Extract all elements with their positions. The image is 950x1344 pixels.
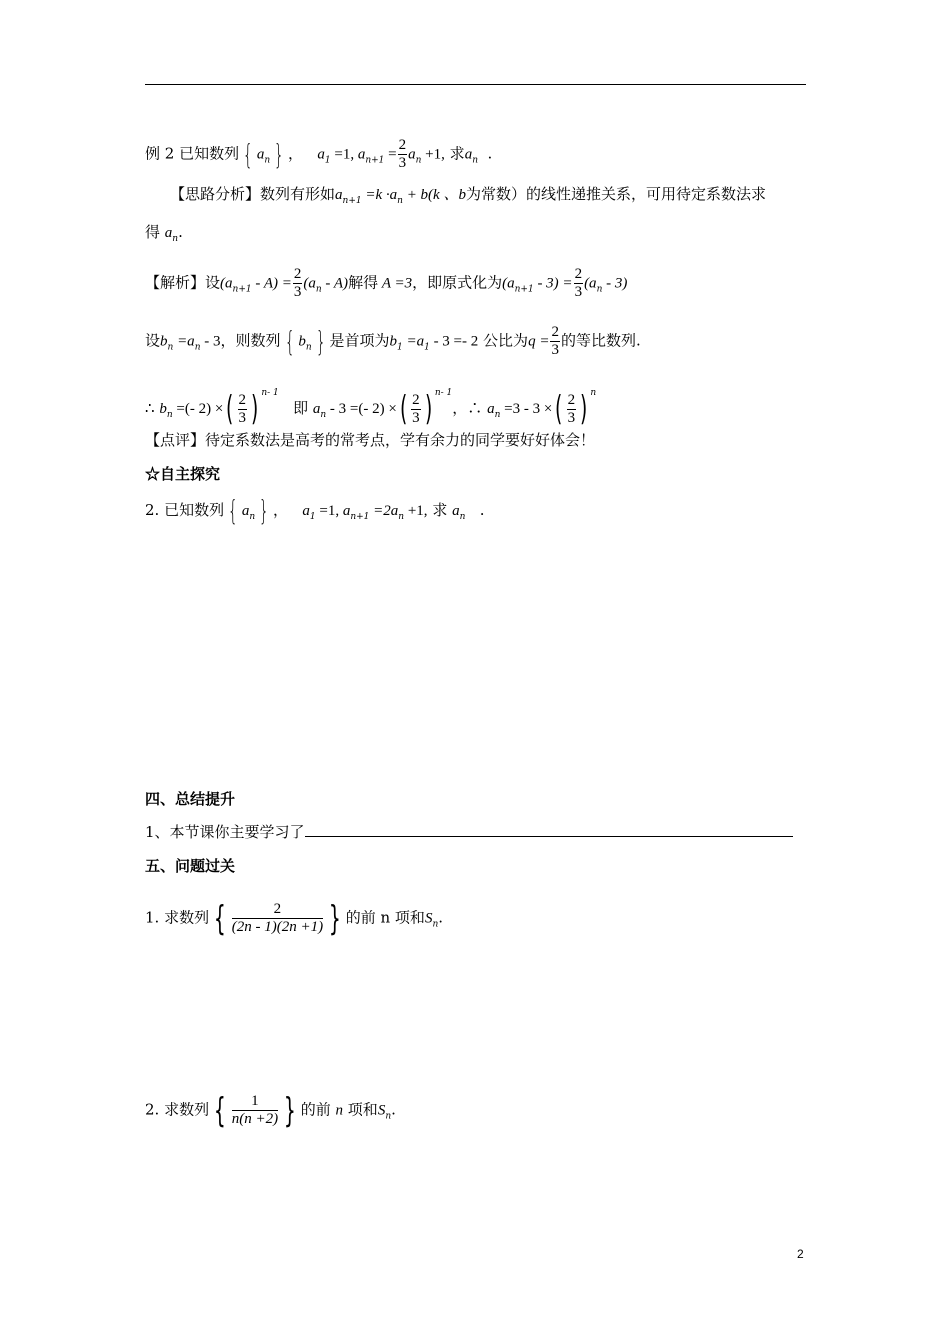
solution-text: 设 [205,273,221,292]
right-brace: } [283,1090,296,1131]
example-2-prefix: 例 2 已知数列 [145,144,240,163]
expr: - A) = [251,275,292,292]
expr: =a [402,333,425,350]
expr: =a [173,333,195,350]
an-var: a [487,401,495,417]
period: . [178,223,183,241]
an1-sub: n+1 [365,155,385,166]
seq-sub: n [264,155,271,166]
ask-var: a [464,146,473,163]
a1-sub: 1 [424,342,430,353]
frac-num: 2 [293,266,302,282]
expr-sub: n+1 [232,284,252,295]
ask-text: 求 [449,144,465,163]
item-text: 1、本节课你主要学习了 [145,823,305,841]
page-number: 2 [797,1247,804,1261]
q-var: q = [528,333,550,350]
an1-var: a [342,503,351,519]
frac-den: n(n +2) [231,1111,279,1127]
comment-heading: 【点评】 [145,431,206,449]
frac-num: 2 [412,391,420,408]
expr: (a [502,275,515,292]
fraction [567,392,577,427]
a1-var: a [302,503,310,519]
fraction [550,324,560,359]
sn-sub: n [432,919,439,930]
an-var: a [164,225,173,241]
sn-var: S [424,910,433,927]
comma: ， [273,501,289,519]
solution-text: 解得 [348,273,379,292]
eq-text: =1, [315,503,343,519]
expr: =3 - 3 × [500,401,553,417]
fraction [574,266,584,301]
question-text: 项和 [343,1100,378,1119]
frac-den: (2n - 1)(2n +1) [231,919,324,935]
bn-sub: n [166,410,173,420]
expr: (a [220,275,233,292]
expr: - 3 =(- 2) × [326,401,397,417]
right-brace: } [274,137,285,171]
left-paren: ( [399,389,408,429]
an-sub: n [172,234,179,244]
bn-var: b [160,333,168,350]
expr: (a [303,275,316,292]
analysis-text: 得 [145,223,165,241]
solution-text: 设 [145,331,161,350]
question-text: 的前 [300,1100,336,1119]
an-sub: n [320,410,327,420]
solution-text: ，则数列 [220,331,281,350]
analysis-text: 数列有形如 [260,185,336,203]
expr: (a [584,275,597,292]
analysis-line [170,184,766,211]
right-brace: } [315,324,326,358]
frac-num: 1 [232,1093,278,1111]
exponent: n- 1 [434,388,453,398]
an-var: a [312,401,321,417]
question-text: 的前 n 项和 [345,908,425,927]
expr: - A) [321,275,349,292]
an-sub: n [494,410,501,420]
comment-text: 待定系数法是高考的常考点，学有余力的同学要好好体会！ [205,431,596,449]
solution-line-2 [145,324,641,359]
analysis-heading: 【思路分析】 [170,185,261,203]
expr: A =3 [378,275,413,292]
bn-var: b [298,333,306,350]
formula-sub: n [397,196,403,206]
solution-line-1 [145,266,627,301]
fraction [411,392,421,427]
section-4-title: 四、总结提升 [145,790,236,808]
solution-heading: 【解析】 [145,273,206,292]
exercise-prefix: 2. 已知数列 [145,501,225,519]
section-5-title: 五、问题过关 [145,857,236,875]
frac-den: 3 [412,409,420,426]
an-sub: n [194,342,201,353]
eq-text: = [384,146,397,163]
exponent: n- 1 [261,388,279,398]
an1-var: a [357,146,366,163]
expr: - 3 [200,333,221,350]
right-brace: } [328,898,341,939]
formula-text: =k ·a [361,187,398,203]
bn-sub: n [167,342,174,353]
formula-var: a [335,187,343,203]
left-brace: { [213,898,226,939]
header-rule [145,84,806,85]
bn-sub: n [305,342,312,353]
fraction [398,137,408,172]
right-brace: } [259,494,270,527]
solution-text: ，即原式化为 [412,273,503,292]
plus-one: +1, [404,503,428,519]
left-paren: ( [555,389,563,429]
left-brace: { [284,324,295,358]
question-prefix: 2. 求数列 [145,1100,210,1119]
seq-var: a [256,146,265,163]
expr: =(- 2) × [172,401,224,417]
comment-line [145,430,595,450]
right-paren: ) [251,389,259,429]
right-paren: ) [424,389,432,429]
seq-sub: n [249,512,256,522]
formula-text: + b(k 、b [402,187,466,203]
frac-num: 2 [574,266,583,282]
frac-num: 2 [238,391,247,408]
bn-var: b [159,401,167,417]
therefore-symbol: ∴ [145,399,155,417]
period: . [391,1100,396,1119]
frac-den: 3 [567,409,576,426]
left-brace: { [228,494,238,527]
exponent: n [590,388,597,398]
fraction [238,392,248,427]
question-1 [145,898,444,939]
eq-text: =2a [369,503,399,519]
expr: - 3 =- 2 [429,333,479,350]
expr-sub: n [315,284,322,295]
a1-sub: 1 [309,512,316,522]
fraction [293,266,303,301]
frac-den: 3 [293,284,302,300]
right-paren: ) [580,389,588,429]
an1-sub: n+1 [350,512,370,522]
b1-var: b [389,333,397,350]
question-prefix: 1. 求数列 [145,908,210,927]
expr-sub: n+1 [514,284,534,295]
expr-sub: n [596,284,603,295]
n-var: n [335,1102,344,1119]
self-explore-title: ☆自主探究 [145,465,221,483]
solution-text: 公比为 [483,331,529,350]
a1-sub: 1 [324,155,331,166]
an-sub: n [415,155,422,166]
frac-den: 3 [398,155,407,171]
fraction [232,1093,278,1128]
left-brace: { [213,1090,226,1131]
left-paren: ( [226,389,234,429]
answer-blank[interactable] [305,822,793,837]
comma: ， [452,399,468,417]
an-var: a [408,146,416,163]
an-sub: n [398,512,405,522]
frac-num: 2 [232,901,323,919]
left-brace: { [243,137,253,171]
seq-var: a [241,503,250,519]
solution-text: 的等比数列. [560,331,641,350]
period: . [487,144,493,163]
solution-text: 即 [293,399,309,417]
question-2 [145,1090,396,1131]
fraction [232,901,323,936]
analysis-line-2 [145,222,183,249]
frac-den: 3 [551,342,559,358]
exercise-2-line [145,494,485,527]
analysis-text: 为常数）的线性递推关系，可用待定系数法求 [465,185,766,203]
therefore-symbol: ∴ [467,399,483,417]
expr: - 3) = [533,275,573,292]
b1-sub: 1 [396,342,403,353]
expr: - 3) [602,275,628,292]
formula-sub: n+1 [342,196,362,206]
frac-num: 2 [567,391,576,408]
solution-line-3 [145,383,596,427]
period: . [438,908,444,927]
plus-one: +1, [421,146,445,163]
section-4-item-1 [145,822,793,842]
frac-num: 2 [398,137,407,153]
period: . [479,501,485,519]
ask-sub: n [472,155,478,166]
ask-text: 求 [432,501,448,519]
a1-var: a [317,146,325,163]
ask-sub: n [459,512,466,522]
sn-var: S [377,1102,386,1119]
solution-text: 是首项为 [329,331,390,350]
ask-var: a [452,503,460,519]
example-2-line [145,137,492,172]
comma: ， [288,144,304,163]
sn-sub: n [385,1111,392,1122]
frac-den: 3 [238,409,247,426]
frac-den: 3 [574,284,583,300]
eq-text: =1, [330,146,358,163]
frac-num: 2 [551,324,559,340]
